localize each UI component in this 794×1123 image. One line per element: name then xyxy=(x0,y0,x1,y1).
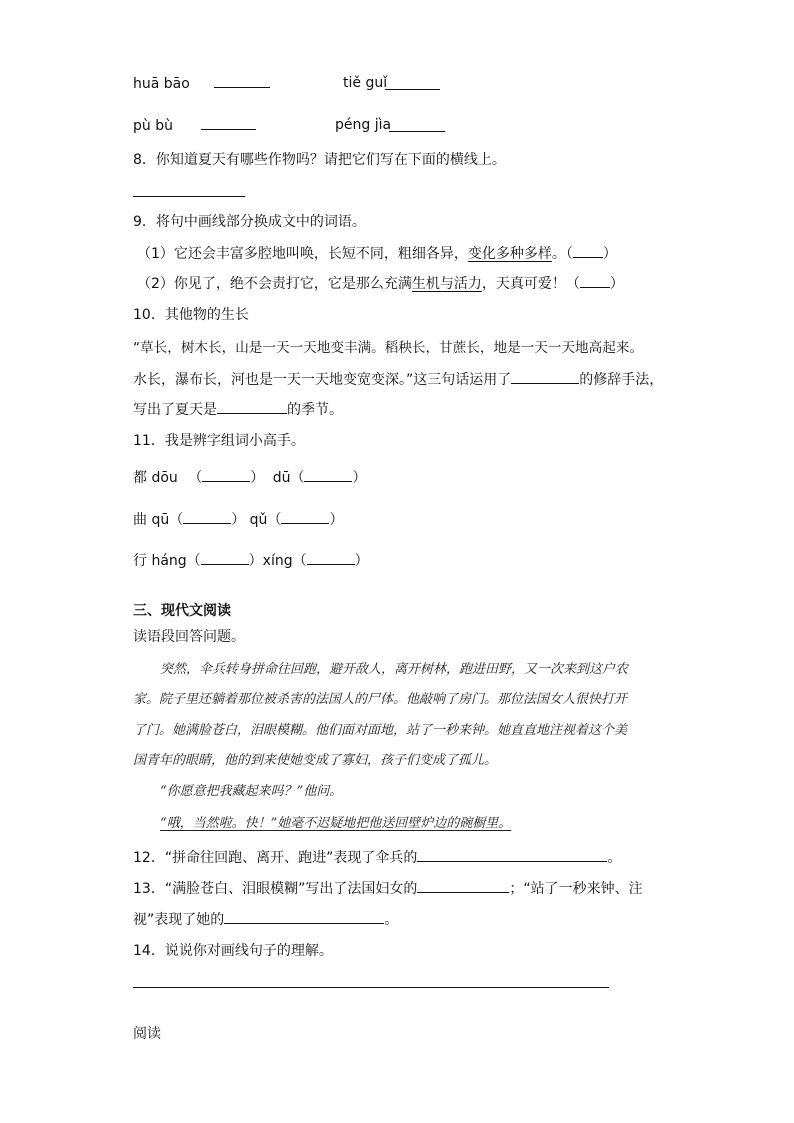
bracket: ） xyxy=(352,470,367,486)
pinyin-label: háng xyxy=(151,553,187,569)
answer-blank[interactable] xyxy=(417,878,509,893)
question-text: ；“站了一秒来钟、注 xyxy=(509,881,643,897)
pinyin-text: huā bāo xyxy=(133,76,190,92)
question-12 xyxy=(133,847,621,868)
answer-blank[interactable] xyxy=(281,509,329,524)
question-13-line-1 xyxy=(133,878,643,899)
char-row xyxy=(133,509,343,530)
answer-blank[interactable] xyxy=(201,550,249,565)
bracket: （ xyxy=(169,512,184,528)
sentence-text: （2）你见了，绝不会责打它，它是那么充满 xyxy=(137,276,412,292)
question-13-line-2 xyxy=(133,909,398,930)
pinyin-text: péng jìa xyxy=(335,117,392,133)
sentence-text: ，天真可爱！（ xyxy=(481,276,580,292)
bracket: ） xyxy=(609,276,624,292)
char-label: 都 xyxy=(133,470,147,486)
question-text: 。 xyxy=(607,850,622,866)
bracket: （ xyxy=(186,553,201,569)
answer-blank[interactable] xyxy=(307,550,355,565)
bracket: （ xyxy=(290,470,305,486)
char-label: 行 xyxy=(133,553,147,569)
question-10-line-1: “草长，树木长，山是一天一天地变丰满。稻秧长，甘蔗长，地是一天一天地高起来。 xyxy=(133,340,644,356)
underlined-phrase: 生机与活力 xyxy=(411,276,482,292)
pinyin-row-1 xyxy=(133,73,388,94)
sentence-text: 。（ xyxy=(551,246,573,262)
answer-blank[interactable] xyxy=(580,273,610,288)
answer-blank[interactable] xyxy=(183,509,231,524)
question-text: 。 xyxy=(384,912,399,928)
question-10-title: 10．其他物的生长 xyxy=(133,307,249,323)
underlined-passage-line: “哦，当然啦。快！”她毫不迟疑地把他送回壁炉边的碗橱里。 xyxy=(160,816,512,831)
next-section-label: 阅读 xyxy=(133,1026,161,1042)
question-9-sentence-2 xyxy=(137,273,624,294)
question-10-line-3 xyxy=(133,399,343,420)
pinyin-label: qū xyxy=(151,512,170,528)
pinyin-text: pù bù xyxy=(133,118,173,134)
question-text: 视”表现了她的 xyxy=(133,912,225,928)
answer-blank[interactable] xyxy=(389,117,445,132)
passage-line: 突然，伞兵转身拼命往回跑，避开敌人，离开树林，跑进田野，又一次来到这户农 xyxy=(160,662,629,677)
bracket: （ xyxy=(267,512,282,528)
bracket: ） xyxy=(354,553,369,569)
bracket: ） xyxy=(248,553,263,569)
section-subtitle: 读语段回答问题。 xyxy=(133,629,245,645)
underlined-phrase: 变化多种多样 xyxy=(467,246,552,262)
passage-line: “你愿意把我藏起来吗？”他问。 xyxy=(160,784,343,799)
bracket: ） xyxy=(250,470,265,486)
question-8: 8．你知道夏天有哪些作物吗？请把它们写在下面的横线上。 xyxy=(133,152,506,168)
char-label: 曲 xyxy=(133,512,147,528)
answer-blank[interactable] xyxy=(202,467,250,482)
sentence-text: （1）它还会丰富多腔地叫唤，长短不同，粗细各异， xyxy=(137,246,468,262)
pinyin-label: qǔ xyxy=(249,512,268,528)
answer-blank[interactable] xyxy=(217,399,287,414)
question-14: 14．说说你对画线句子的理解。 xyxy=(133,943,333,959)
pinyin-row-2 xyxy=(133,115,392,136)
sentence-text: 写出了夏天是 xyxy=(133,402,217,418)
bracket: ） xyxy=(602,246,617,262)
section-title: 三、现代文阅读 xyxy=(133,603,231,619)
pinyin-label: dōu xyxy=(151,470,178,486)
answer-blank[interactable] xyxy=(201,115,256,130)
bracket: （ xyxy=(188,470,203,486)
answer-line[interactable] xyxy=(133,196,245,197)
question-text: 13．“满脸苍白、泪眼模糊”写出了法国妇女的 xyxy=(133,881,418,897)
sentence-text: 的季节。 xyxy=(287,402,343,418)
passage-line: 了门。她满脸苍白，泪眼模糊。他们面对面地，站了一秒来钟。她直直地注视着这个美 xyxy=(133,723,628,738)
question-11-title: 11．我是辨字组词小高手。 xyxy=(133,433,305,449)
bracket: （ xyxy=(292,553,307,569)
bracket: ） xyxy=(231,512,246,528)
question-9-title: 9．将句中画线部分换成文中的词语。 xyxy=(133,214,366,230)
sentence-text: 的修辞手法， xyxy=(579,372,664,388)
pinyin-label: xíng xyxy=(262,553,293,569)
question-10-line-2 xyxy=(133,369,663,390)
answer-blank[interactable] xyxy=(224,909,384,924)
question-9-sentence-1 xyxy=(137,243,617,264)
char-row xyxy=(133,550,369,571)
answer-blank[interactable] xyxy=(304,467,352,482)
passage-line: 家。院子里还躺着那位被杀害的法国人的尸体。他敲响了房门。那位法国女人很快打开 xyxy=(133,692,628,707)
bracket: ） xyxy=(329,512,344,528)
answer-blank[interactable] xyxy=(385,75,440,90)
answer-blank[interactable] xyxy=(214,73,270,88)
answer-blank[interactable] xyxy=(417,847,607,862)
answer-blank[interactable] xyxy=(573,243,603,258)
answer-line[interactable] xyxy=(133,987,609,988)
sentence-text: 水长，瀑布长，河也是一天一天地变宽变深。”这三句话运用了 xyxy=(133,372,512,388)
question-text: 12．“拼命往回跑、离开、跑进”表现了伞兵的 xyxy=(133,850,418,866)
pinyin-text: tiě guǐ xyxy=(343,75,388,91)
answer-blank[interactable] xyxy=(511,369,579,384)
passage-line: 国青年的眼睛，他的到来使她变成了寡妇，孩子们变成了孤儿。 xyxy=(133,753,498,768)
pinyin-label: dū xyxy=(272,470,291,486)
char-row xyxy=(133,467,366,488)
